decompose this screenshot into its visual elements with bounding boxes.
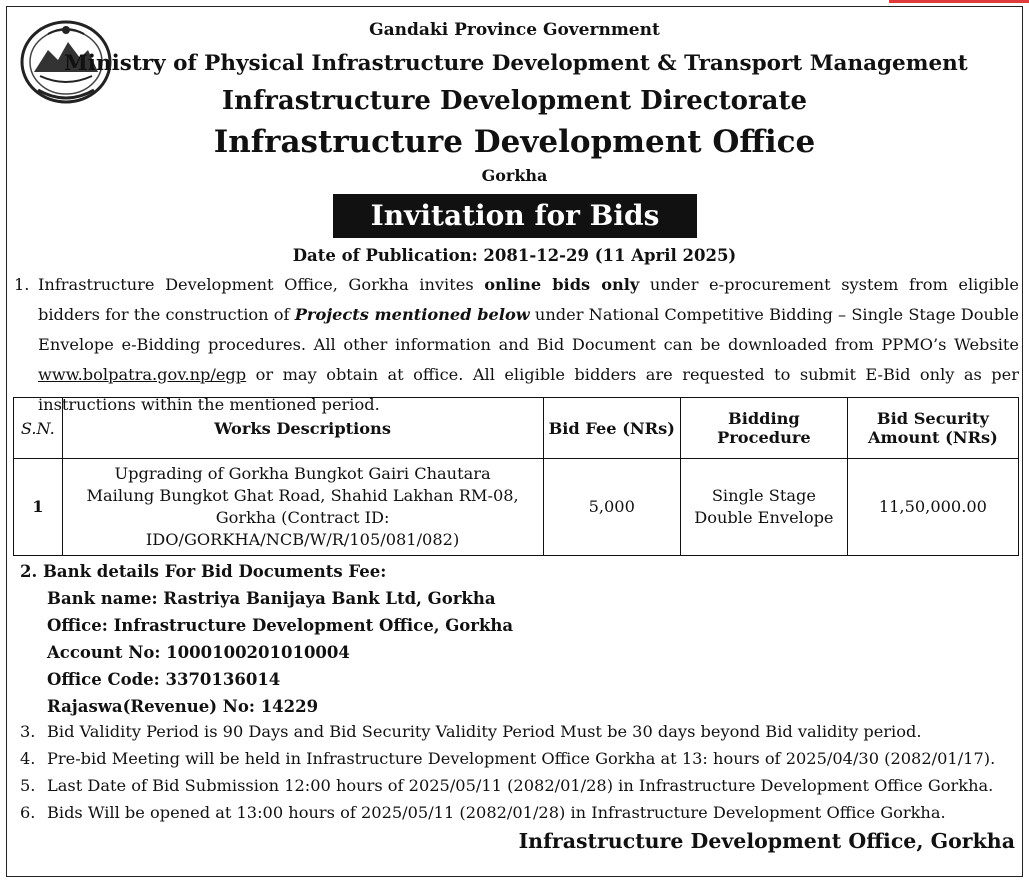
table-row <box>14 459 1019 556</box>
top-accent-line <box>889 0 1029 3</box>
invitation-banner: Invitation for Bids <box>333 194 697 238</box>
directorate-title: Infrastructure Development Directorate <box>221 86 808 116</box>
notice-items <box>20 718 995 826</box>
list-item <box>20 772 995 799</box>
item-number: 1. <box>14 275 30 294</box>
government-title: Gandaki Province Government <box>369 20 660 40</box>
text-run: under e-procurement system from eligible bidders for the construction of <box>38 275 1019 324</box>
cell-works-description: Upgrading of Gorkha Bungkot Gairi Chautara Mailung Bungkot Ghat Road, Shahid Lakhan RM-08, Gorkha (Contract ID: IDO/GORKHA/NCB/W/R/105/081/082) <box>62 459 543 556</box>
col-header-fee: Bid Fee (NRs) <box>543 398 680 459</box>
bank-revenue: Rajaswa(Revenue) No: 14229 <box>47 697 319 716</box>
list-item <box>20 799 995 826</box>
text-run: or may obtain at office. All eligible bidders are requested to submit E-Bid only as per instructions within the mentioned period. <box>38 365 1019 414</box>
bank-office: Office: Infrastructure Development Office, Gorkha <box>47 616 514 635</box>
text-run: under National Competitive Bidding – Single Stage Double Envelope e-Bidding procedures. All other information and Bid Document can be downloaded from PPMO’s Website <box>38 305 1019 354</box>
office-title: Infrastructure Development Office <box>213 124 816 160</box>
item-number: 5. <box>20 776 36 795</box>
col-header-works: Works Descriptions <box>62 398 543 459</box>
item-text: Bids Will be opened at 13:00 hours of 2025/05/11 (2082/01/28) in Infrastructure Development Office Gorkha. <box>47 803 946 822</box>
location-title: Gorkha <box>481 166 548 185</box>
bank-details <box>20 558 513 720</box>
cell-procedure: Single Stage Double Envelope <box>680 459 847 556</box>
item-number: 6. <box>20 803 36 822</box>
cell-bid-fee: 5,000 <box>543 459 680 556</box>
signature: Infrastructure Development Office, Gorkha <box>518 829 1015 853</box>
col-header-sn: S.N. <box>14 398 63 459</box>
bank-account: Account No: 1000100201010004 <box>47 643 350 662</box>
item-number: 4. <box>20 749 36 768</box>
online-bids-emphasis: online bids only <box>484 275 640 294</box>
bank-title: 2. Bank details For Bid Documents Fee: <box>20 562 387 581</box>
item-text: Bid Validity Period is 90 Days and Bid Security Validity Period Must be 30 days beyond Bid validity period. <box>47 722 922 741</box>
bids-table <box>13 397 1019 556</box>
bank-office-code: Office Code: 3370136014 <box>47 670 281 689</box>
projects-emphasis: Projects mentioned below <box>294 305 530 324</box>
col-header-procedure: Bidding Procedure <box>680 398 847 459</box>
bank-name: Bank name: Rastriya Banijaya Bank Ltd, Gorkha <box>47 589 496 608</box>
table-header-row <box>14 398 1019 459</box>
text-run: Infrastructure Development Office, Gorkha invites <box>38 275 485 294</box>
bolpatra-link[interactable]: www.bolpatra.gov.np/egp <box>38 365 247 384</box>
cell-security: 11,50,000.00 <box>847 459 1018 556</box>
publication-date: Date of Publication: 2081-12-29 (11 April 2025) <box>292 246 737 265</box>
col-header-security: Bid Security Amount (NRs) <box>847 398 1018 459</box>
ministry-title: Ministry of Physical Infrastructure Development & Transport Management <box>64 51 968 76</box>
cell-sn: 1 <box>14 459 63 556</box>
item-text: Pre-bid Meeting will be held in Infrastructure Development Office Gorkha at 13: hours of 2025/04/30 (2082/01/17). <box>47 749 996 768</box>
list-item <box>20 718 995 745</box>
item-number: 3. <box>20 722 36 741</box>
list-item <box>20 745 995 772</box>
item-text: Last Date of Bid Submission 12:00 hours of 2025/05/11 (2082/01/28) in Infrastructure Development Office Gorkha. <box>47 776 994 795</box>
